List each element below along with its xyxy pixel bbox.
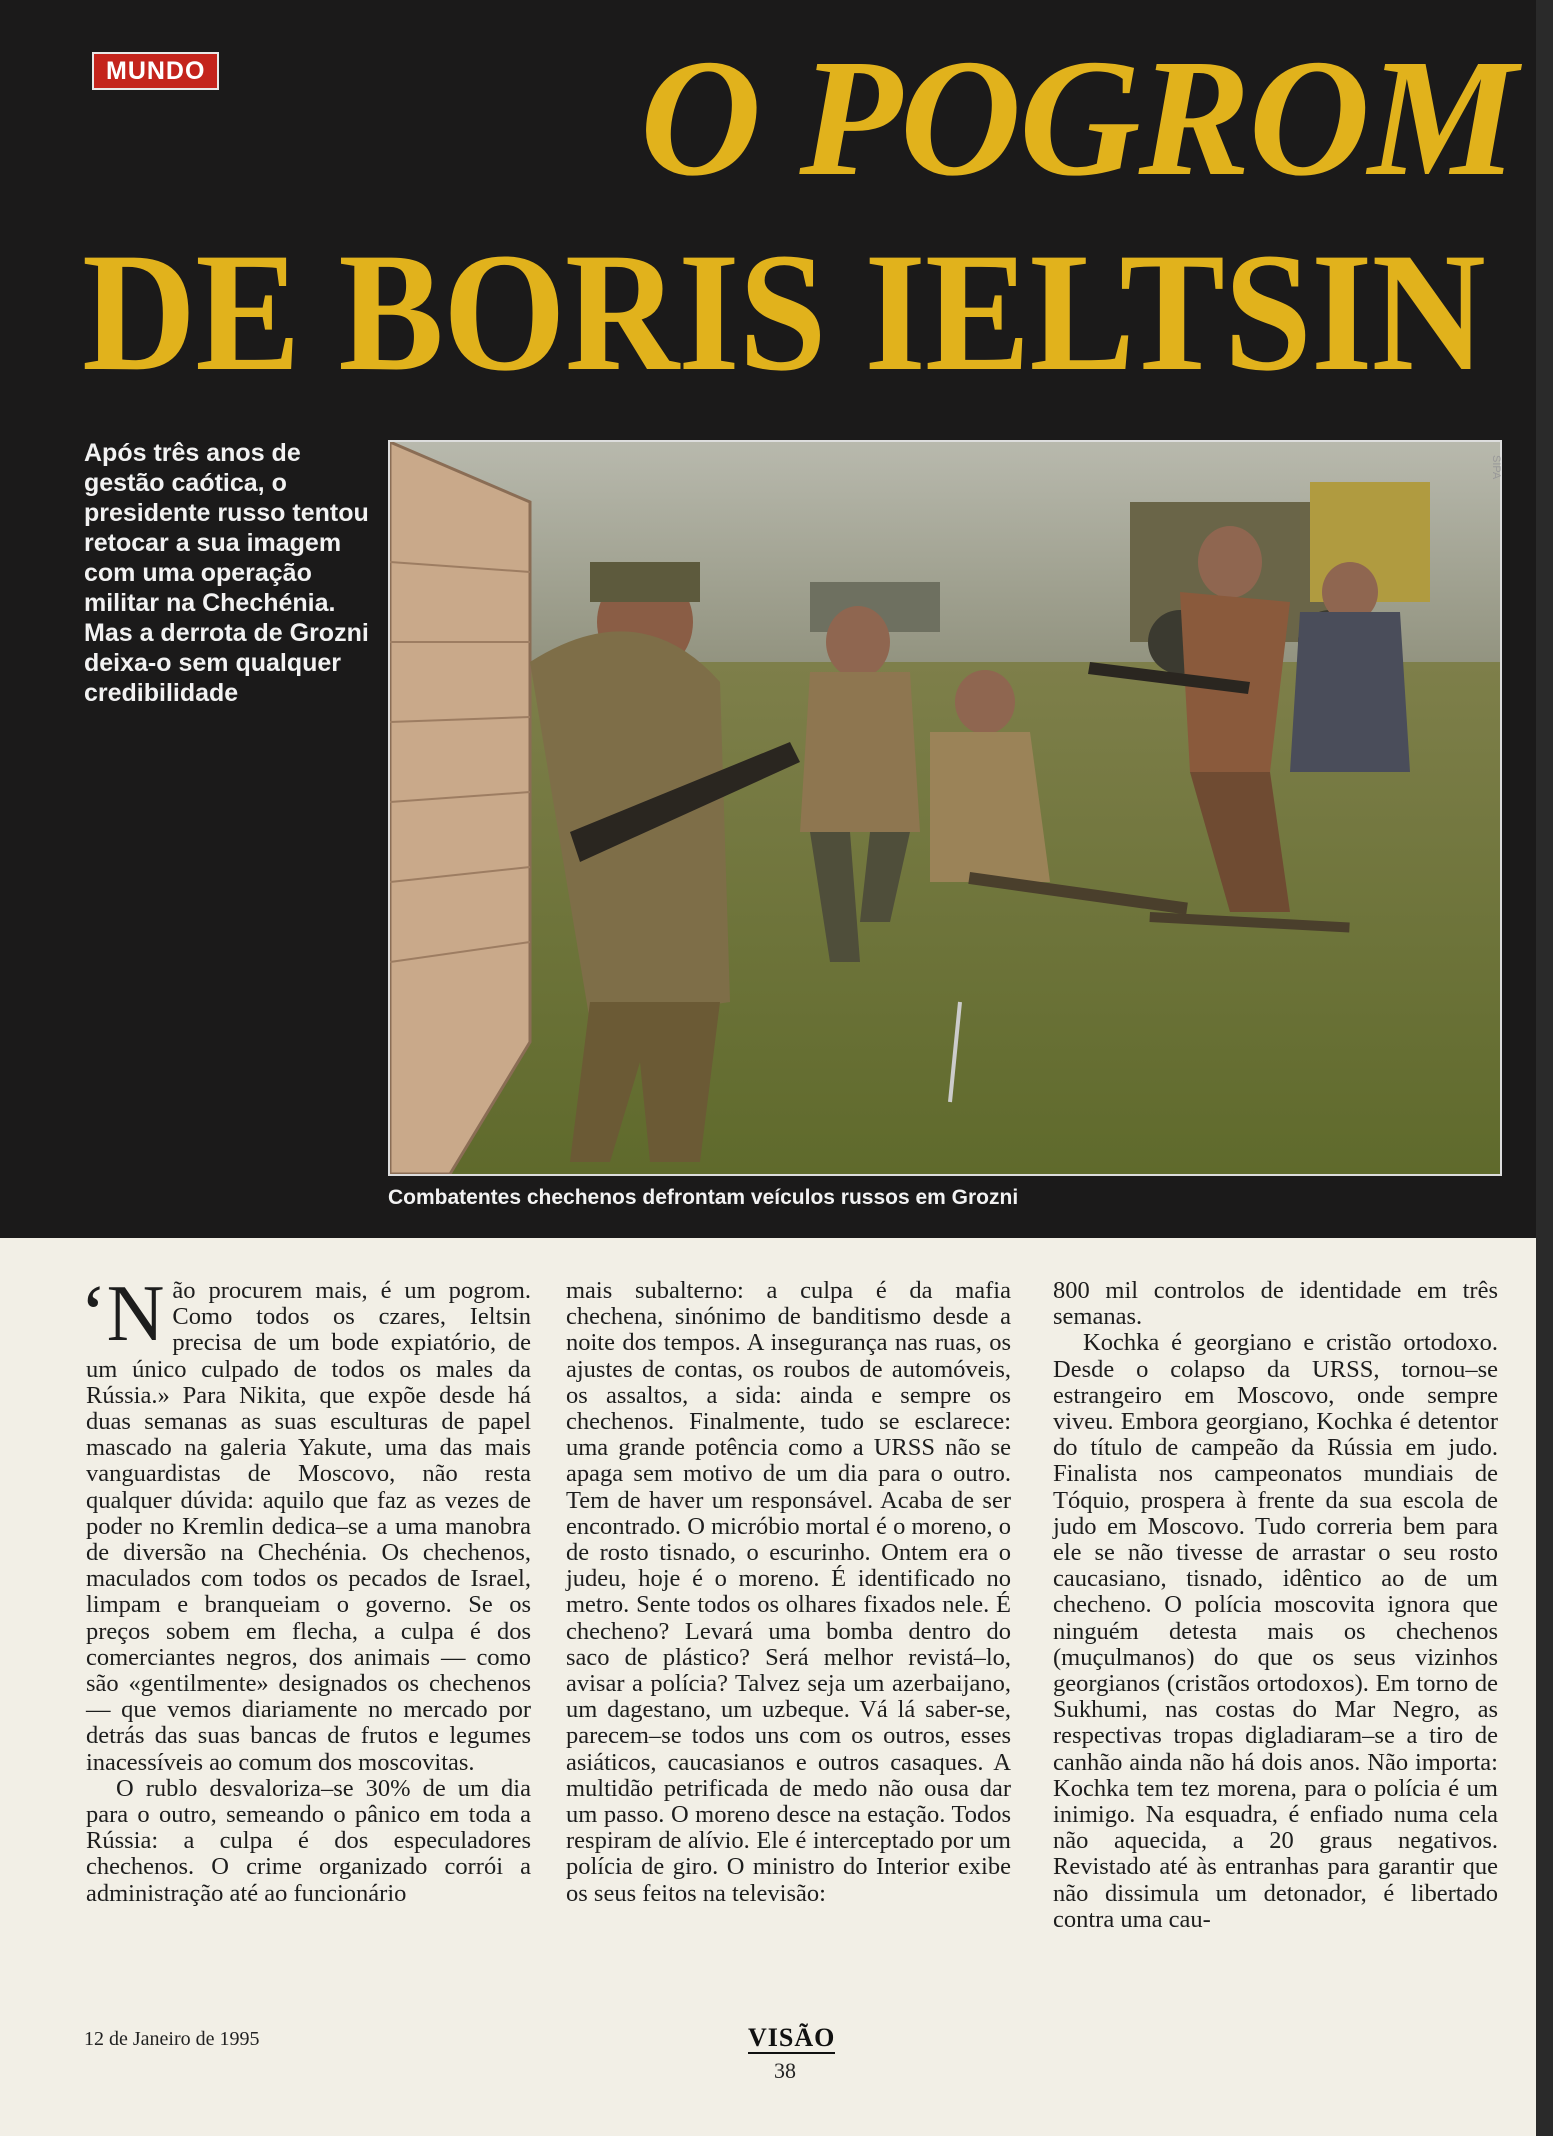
article-column-3	[1053, 1278, 1498, 1933]
photo-illustration	[390, 442, 1500, 1174]
article-column-2	[566, 1278, 1011, 1907]
article-paragraph: O rublo desvaloriza–se 30% de um dia para o outro, semeando o pânico em toda a Rússia: a culpa é dos especuladores chechenos. O crime organizado corrói a administração até ao funcionário	[86, 1774, 531, 1907]
article-paragraph: Kochka é georgiano e cristão ortodoxo. Desde o colapso da URSS, tornou–se estrangeiro em Moscovo, onde sempre viveu. Embora georgiano, Kochka é detentor do título de campeão da Rússia em judo. Finalista nos campeonatos mundiais de Tóquio, prospera à frente da sua escola de judo em Moscovo. Tudo correria bem para ele se não tivesse de arrastar o seu rosto caucasiano, tisnado, idêntico ao de um checheno. O polícia moscovita ignora que ninguém detesta mais os chechenos (muçulmanos) do que os seus vizinhos georgianos (cristãos ortodoxos). Em torno de Sukhumi, nas costas do Mar Negro, as respectivas tropas digladiaram–se a tiro de canhão ainda não há dois anos. Não importa: Kochka tem tez morena, para o polícia é um inimigo. Na esquadra, é enfiado numa cela não aquecida, a 20 graus negativos. Revistado até às entranhas para garantir que não dissimula um detonador, é libertado contra uma cau-	[1053, 1329, 1498, 1933]
article-column-1	[80, 1270, 531, 1907]
news-photo	[388, 440, 1502, 1176]
standfirst: Após três anos de gestão caótica, o presidente russo tentou retocar a sua imagem com uma operação militar na Chechénia. Mas a derrota de Grozni deixa-o sem qualquer credibilidade	[84, 439, 369, 707]
headline-line-1: O POGROM	[640, 25, 1516, 211]
section-tag: MUNDO	[92, 52, 219, 90]
article-paragraph: 800 mil controlos de identidade em três semanas.	[1053, 1277, 1498, 1331]
issue-date: 12 de Janeiro de 1995	[84, 2028, 260, 2050]
photo-caption: Combatentes chechenos defrontam veículos russos em Grozni	[388, 1186, 1019, 1209]
magazine-logo: VISÃO	[748, 2023, 836, 2052]
article-paragraph: mais subalterno: a culpa é da mafia chechena, sinónimo de banditismo desde a noite dos tempos. A insegurança nas ruas, os ajustes de contas, os roubos de automóveis, os assaltos, a sida: ainda e sempre os chechenos. Finalmente, tudo se esclarece: uma grande potência como a URSS não se apaga sem motivo de um dia para o outro. Tem de haver um responsável. Acaba de ser encontrado. O micróbio mortal é o moreno, o de rosto tisnado, o escurinho. Ontem era o judeu, hoje é o moreno. É identificado no metro. Sente todos os olhares fixados nele. É checheno? Levará uma bomba dentro do saco de plástico? Será melhor revistá–lo, avisar a polícia? Talvez seja um azerbaijano, um dagestano, um uzbeque. Vá lá saber-se, parecem–se todos uns com os outros, esses asiáticos, caucasianos e outros casaques. A multidão petrificada de medo não ousa dar um passo. O moreno desce na estação. Todos respiram de alívio. Ele é interceptado por um polícia de giro. O ministro do Interior exibe os seus feitos na televisão:	[566, 1277, 1011, 1907]
drop-cap: ‘N	[80, 1270, 165, 1358]
page-spine	[1536, 0, 1553, 2136]
article-paragraph	[80, 1270, 531, 1776]
photo-credit: SIPA	[1490, 455, 1502, 480]
paragraph-text: ão procurem mais, é um pogrom. Como todos os czares, Ieltsin precisa de um bode expiatório, de um único culpado de todos os males da Rússia.» Para Nikita, que expõe desde há duas semanas as suas esculturas de papel mascado na galeria Yakute, uma das mais vanguardistas de Moscovo, não resta qualquer dúvida: aquilo que faz as vezes de poder no Kremlin dedica–se a uma manobra de diversão na Chechénia. Os chechenos, maculados com todos os pecados de Israel, limpam e branqueiam o governo. Se os preços sobem em flecha, a culpa é dos comerciantes negros, dos animais — como são «gentilmente» designados os chechenos — que vemos diariamente no mercado por detrás das suas bancas de frutos e legumes inacessíveis ao comum dos moscovitas.	[86, 1277, 531, 1776]
page-number: 38	[774, 2058, 796, 2083]
headline-line-2: DE BORIS IELTSIN	[82, 218, 1485, 406]
